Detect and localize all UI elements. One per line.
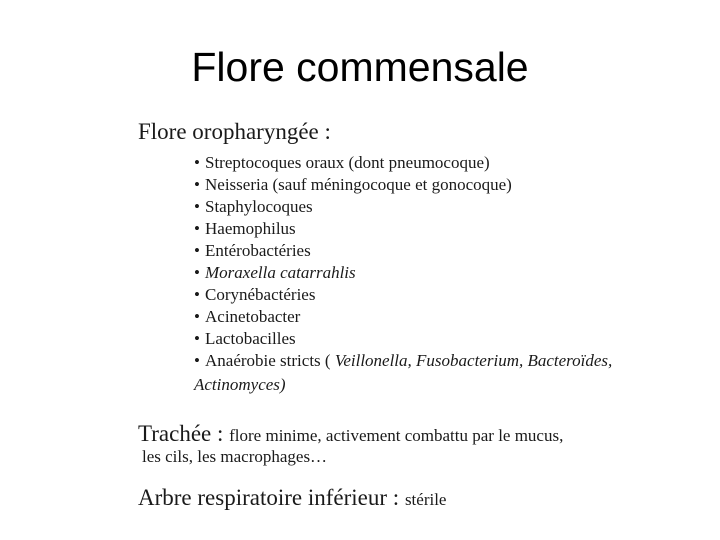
list-item: • Acinetobacter — [194, 306, 612, 328]
section-trachea — [138, 420, 563, 449]
list-item: • Lactobacilles — [194, 328, 612, 350]
list-item: • Staphylocoques — [194, 196, 612, 218]
list-item: • Neisseria (sauf méningocoque et gonocoque) — [194, 174, 612, 196]
section-lower-tract — [138, 484, 446, 513]
section-heading-lower-tract: Arbre respiratoire inférieur : — [138, 485, 400, 510]
section-heading-oropharynx: Flore oropharyngée : — [138, 119, 331, 144]
oropharynx-bacteria-list — [194, 152, 612, 372]
anaerobes-prefix: Anaérobie stricts ( — [205, 351, 335, 370]
list-item: • Entérobactéries — [194, 240, 612, 262]
list-item: • Moraxella catarrahlis — [194, 262, 612, 284]
anaerobes-genera: Veillonella, Fusobacterium, Bacteroïdes, — [334, 351, 613, 370]
list-item-anaerobes — [194, 350, 612, 372]
trachea-description: flore minime, activement combattu par le mucus, — [229, 426, 564, 445]
anaerobes-continuation: Actinomyces) — [194, 375, 286, 394]
list-item: • Streptocoques oraux (dont pneumocoque) — [194, 152, 612, 174]
list-item: • Corynébactéries — [194, 284, 612, 306]
slide-title: Flore commensale — [191, 44, 529, 90]
section-heading-trachea: Trachée : — [138, 421, 224, 446]
list-item: • Haemophilus — [194, 218, 612, 240]
lower-tract-description: stérile — [404, 490, 447, 509]
trachea-description-continuation: les cils, les macrophages… — [142, 447, 328, 466]
